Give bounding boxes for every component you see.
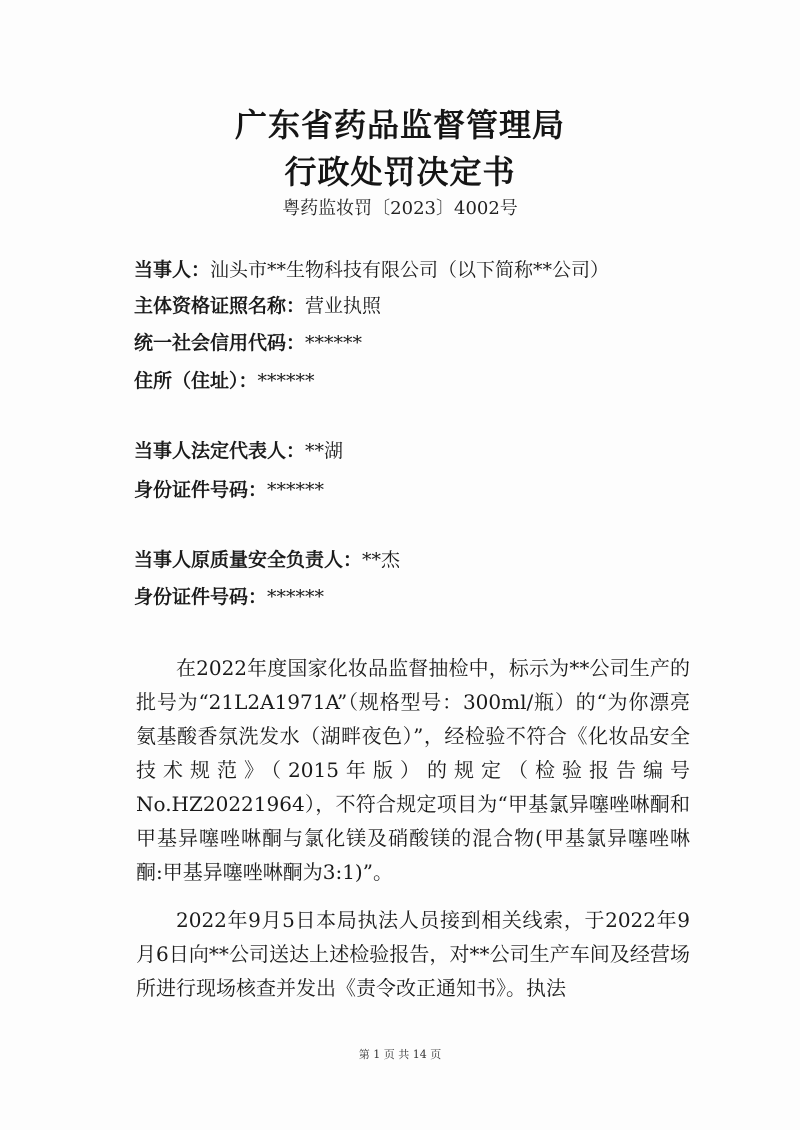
- credit-code-label: 统一社会信用代码：: [134, 332, 306, 354]
- case-paragraph-2: [136, 903, 690, 1005]
- document-number: 粤药监妆罚〔2023〕4002号: [282, 198, 518, 219]
- document-type-title: 行政处罚决定书: [284, 153, 516, 191]
- legal-rep-id-row: [134, 475, 740, 505]
- legal-rep-value: **湖: [305, 440, 344, 462]
- legal-rep-label: 当事人法定代表人：: [134, 440, 306, 462]
- legal-rep-id-value: ******: [267, 479, 325, 501]
- party-value: 汕头市**生物科技有限公司（以下简称**公司）: [210, 259, 610, 281]
- case-paragraph-1: [136, 651, 690, 889]
- agency-title: 广东省药品监督管理局: [234, 106, 565, 144]
- party-label: 当事人：: [134, 259, 211, 281]
- license-row: [134, 291, 740, 321]
- paragraph-text: 2022年9月5日本局执法人员接到相关线索，于2022年9月6日向**公司送达上述检验报告，对**公司生产车间及经营场所进行现场核查并发出《责令改正通知书》。执法: [136, 908, 690, 1000]
- quality-manager-value: **杰: [362, 549, 401, 571]
- license-label: 主体资格证照名称：: [134, 295, 306, 317]
- legal-rep-id-label: 身份证件号码：: [134, 479, 268, 501]
- credit-code-row: [134, 328, 740, 358]
- party-row: [134, 255, 740, 285]
- quality-manager-id-row: [134, 582, 740, 612]
- quality-manager-id-value: ******: [267, 586, 325, 608]
- quality-manager-id-label: 身份证件号码：: [134, 586, 268, 608]
- credit-code-value: ******: [305, 332, 363, 354]
- quality-manager-row: [134, 545, 740, 575]
- address-label: 住所（住址）：: [134, 370, 258, 392]
- license-value: 营业执照: [305, 295, 382, 317]
- address-value: ******: [257, 370, 315, 392]
- legal-rep-row: [134, 436, 740, 466]
- address-row: [134, 366, 740, 396]
- page-indicator: 第 1 页 共 14 页: [358, 1048, 442, 1061]
- paragraph-text: 在2022年度国家化妆品监督抽检中，标示为**公司生产的批号为“21L2A1971A”（规格型号：300ml/瓶）的“为你漂亮氨基酸香氛洗发水（湖畔夜色）”，经检验不符合《化妆品安全技术规范》（2015年版）的规定（检验报告编号No.HZ20221964），不符合规定项目为“甲基氯异噻唑啉酮和甲基异噻唑啉酮与氯化镁及硝酸镁的混合物(甲基氯异噻唑啉酮:甲基异噻唑啉酮为3:1)”。: [136, 656, 690, 884]
- quality-manager-label: 当事人原质量安全负责人：: [134, 549, 363, 571]
